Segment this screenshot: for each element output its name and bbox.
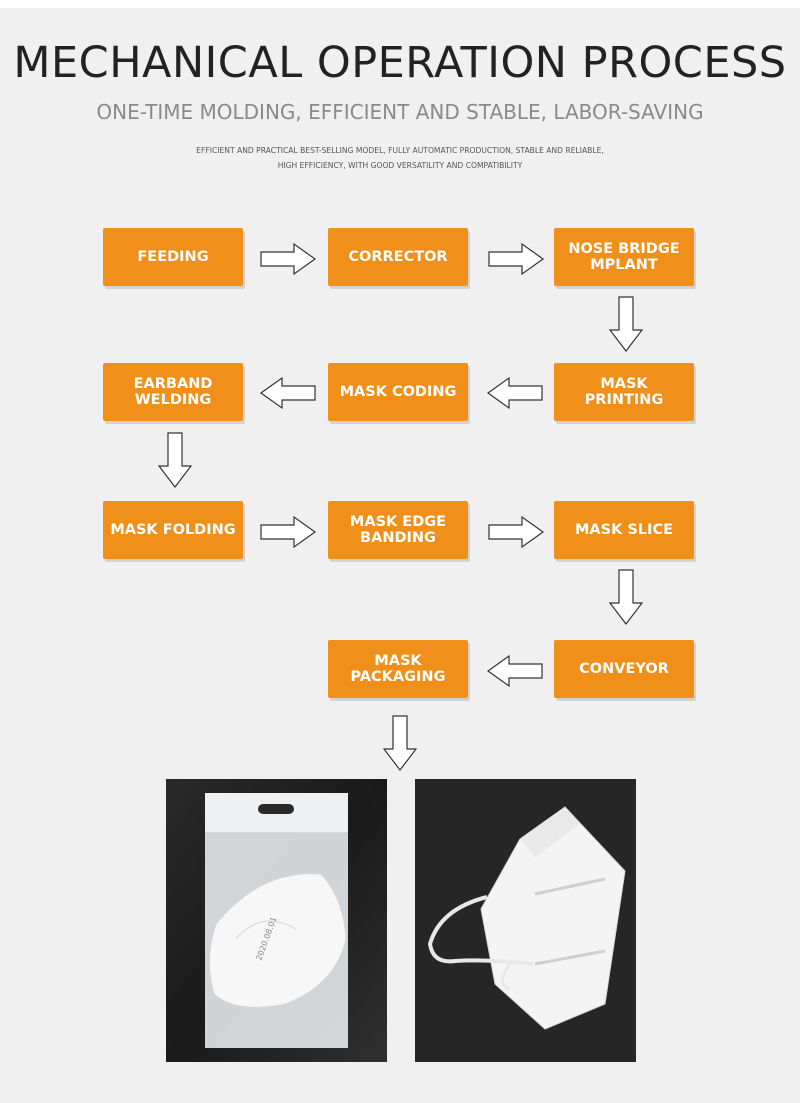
- step-earband-welding: [103, 363, 243, 421]
- packaged-mask-photo: [166, 779, 387, 1062]
- step-mask-folding: [103, 501, 243, 559]
- arrow-left-icon: [260, 377, 316, 409]
- arrow-down-icon: [158, 432, 192, 488]
- step-corrector: [328, 228, 468, 286]
- arrow-right-icon: [260, 516, 316, 548]
- step-label: MASK PRINTING: [584, 376, 664, 408]
- step-mask-coding: [328, 363, 468, 421]
- description-line-1: EFFICIENT AND PRACTICAL BEST-SELLING MODEL, FULLY AUTOMATIC PRODUCTION, STABLE AND RELIABLE,: [196, 146, 604, 155]
- page-subtitle: ONE-TIME MOLDING, EFFICIENT AND STABLE, LABOR-SAVING: [96, 100, 704, 124]
- arrow-right-icon: [488, 516, 544, 548]
- arrow-down-icon: [609, 569, 643, 625]
- description-line-2: HIGH EFFICIENCY, WITH GOOD VERSATILITY AND COMPATIBILITY: [277, 161, 523, 170]
- step-label: MASK PACKAGING: [350, 653, 446, 685]
- step-mask-edge-banding: [328, 501, 468, 559]
- step-label: MASK FOLDING: [110, 522, 236, 538]
- step-label: CONVEYOR: [579, 661, 669, 677]
- arrow-down-icon: [383, 715, 417, 771]
- arrow-right-icon: [488, 243, 544, 275]
- step-label: MASK CODING: [339, 384, 457, 400]
- step-feeding: [103, 228, 243, 286]
- page-title: MECHANICAL OPERATION PROCESS: [13, 38, 787, 88]
- step-label: NOSE BRIDGE MPLANT: [568, 241, 680, 273]
- step-nose-bridge-implant: [554, 228, 694, 286]
- step-label: FEEDING: [137, 249, 209, 265]
- page-description: [150, 143, 650, 173]
- step-conveyor: [554, 640, 694, 698]
- step-label: CORRECTOR: [348, 249, 448, 265]
- arrow-down-icon: [609, 296, 643, 352]
- mask-print-text: 2020.08.01: [254, 915, 279, 962]
- step-label: MASK EDGE BANDING: [349, 514, 447, 546]
- step-mask-printing: [554, 363, 694, 421]
- white-mask-photo: [415, 779, 636, 1062]
- step-mask-slice: [554, 501, 694, 559]
- arrow-right-icon: [260, 243, 316, 275]
- step-label: MASK SLICE: [574, 522, 673, 538]
- arrow-left-icon: [487, 377, 543, 409]
- step-label: EARBAND WELDING: [133, 376, 213, 408]
- top-band: [0, 0, 800, 8]
- arrow-left-icon: [487, 655, 543, 687]
- step-mask-packaging: [328, 640, 468, 698]
